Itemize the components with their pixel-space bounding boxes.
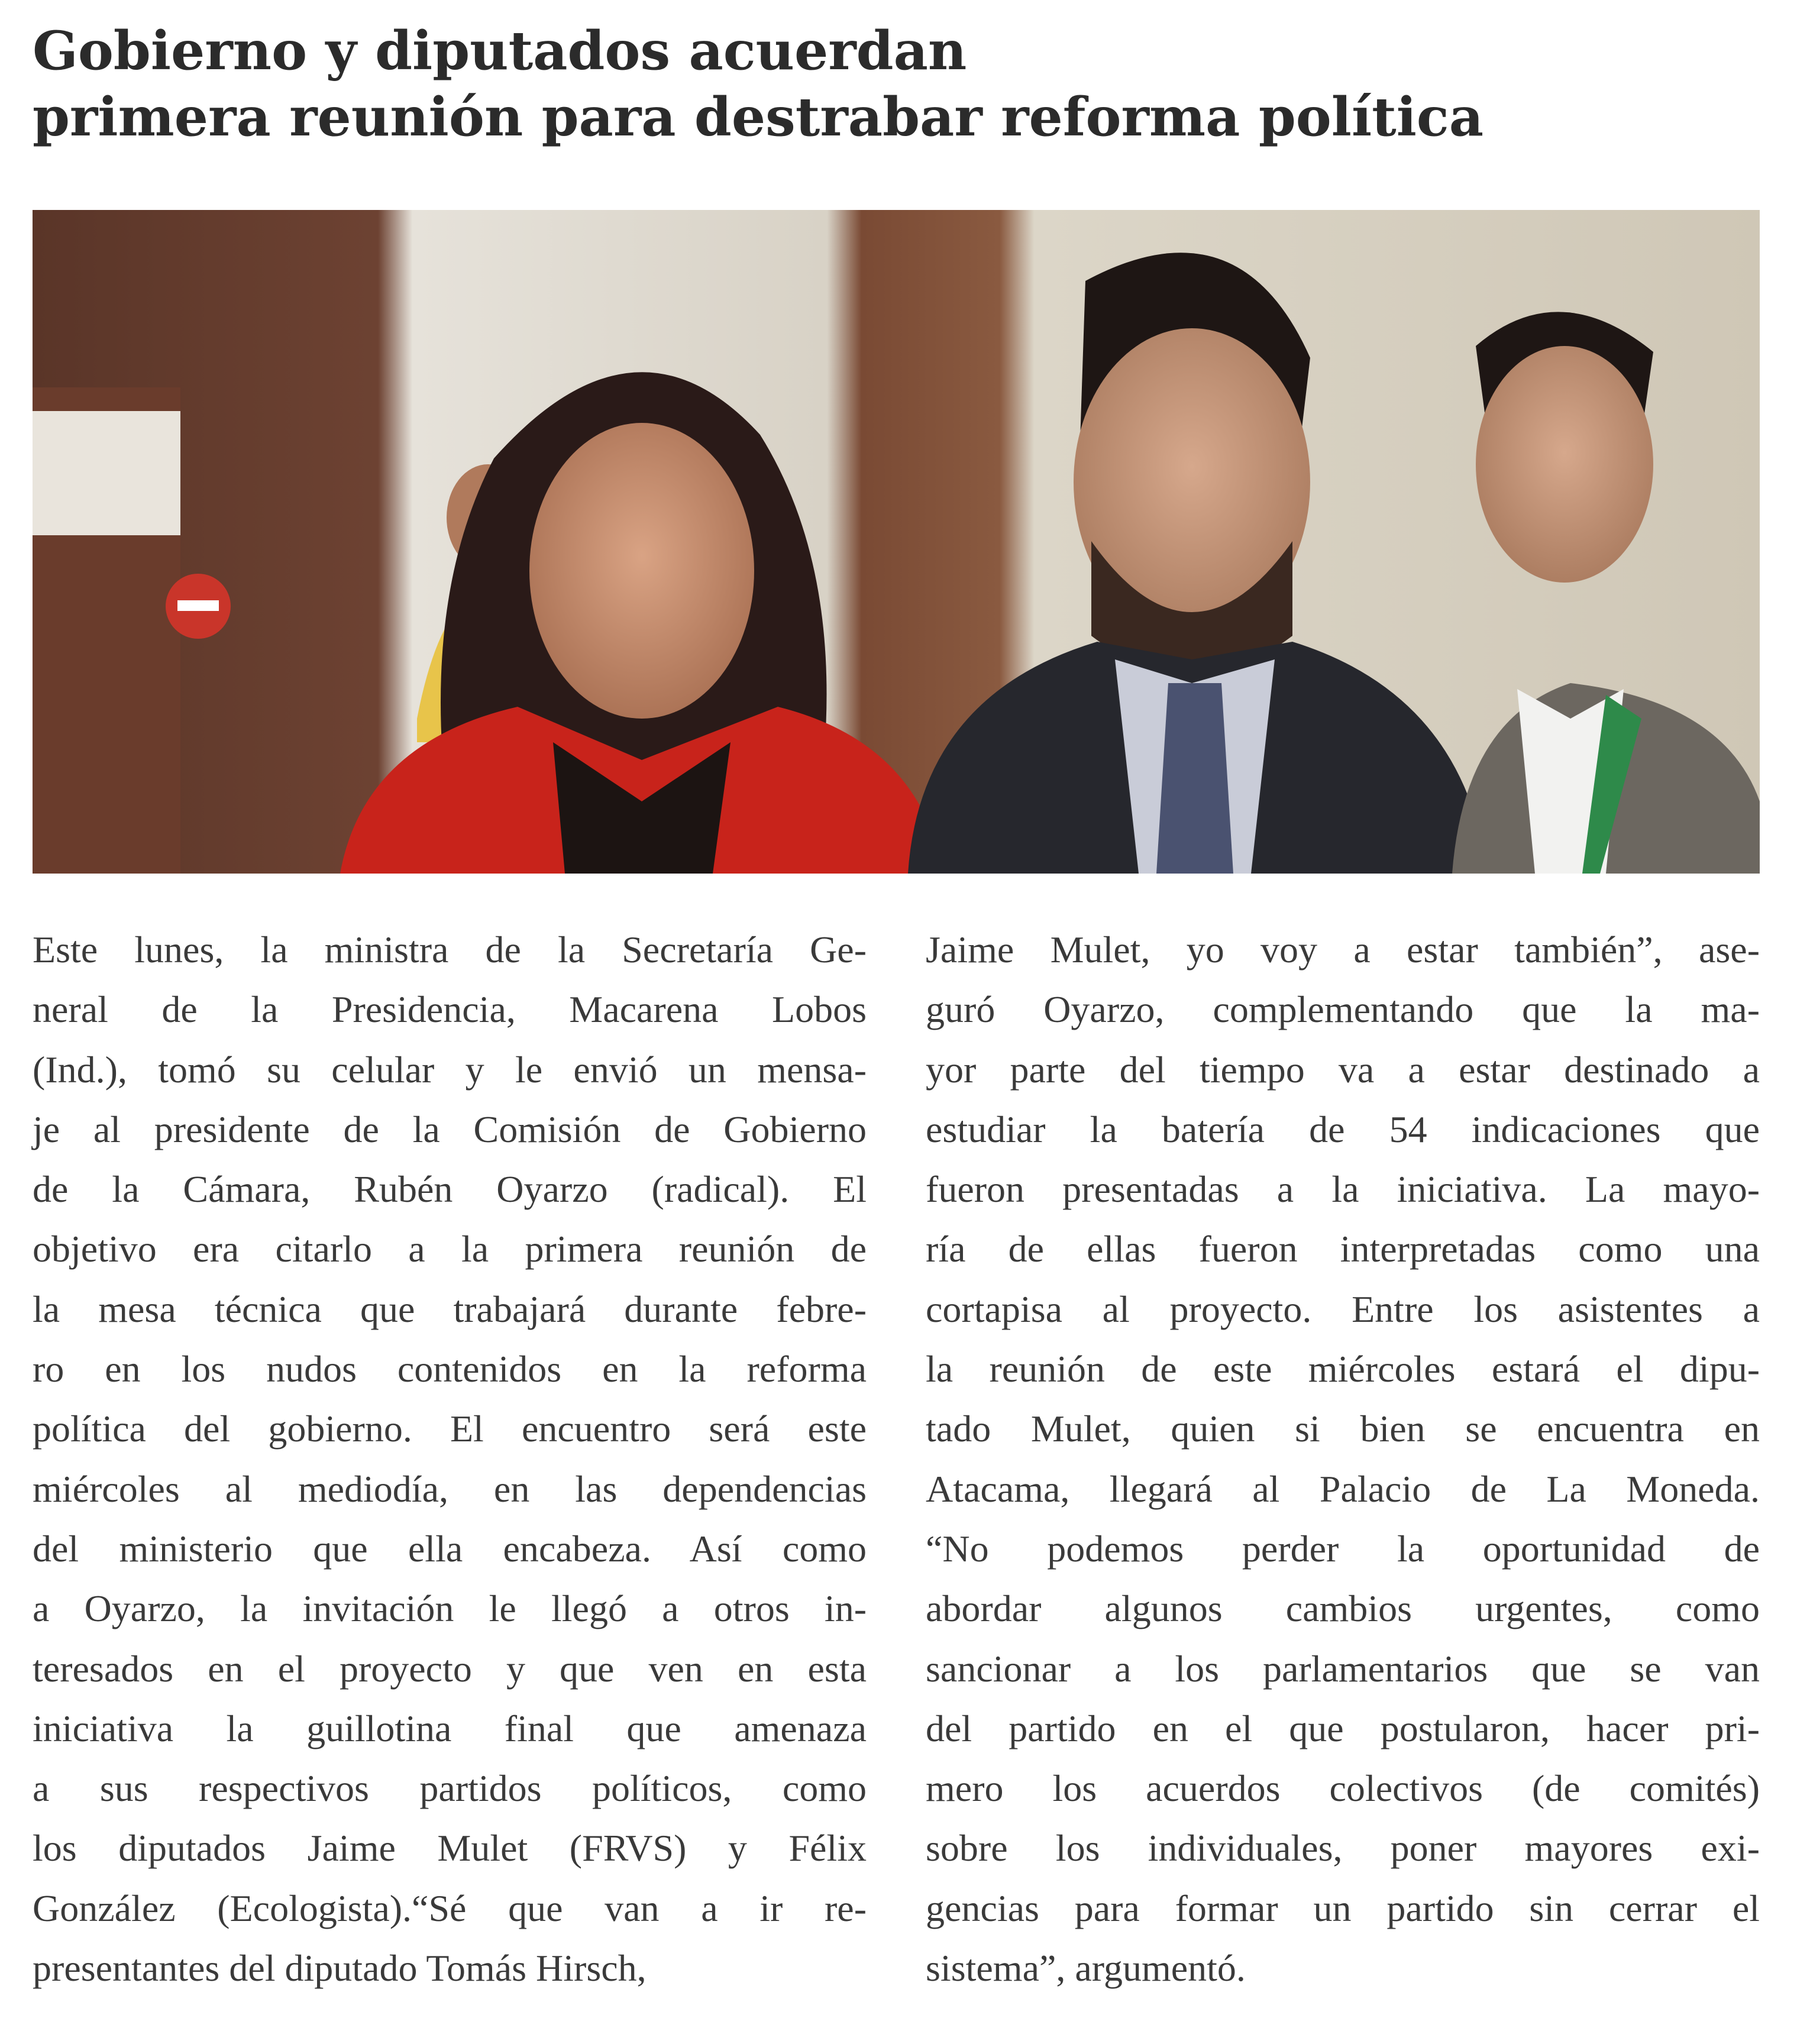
headline-line-2: primera reunión para destrabar reforma política <box>33 86 1484 148</box>
text-line: fueron presentadas a la iniciativa. La mayo- <box>926 1168 1760 1211</box>
text-line: guró Oyarzo, complementando que la ma- <box>926 988 1760 1031</box>
text-line: González (Ecologista).“Sé que van a ir re- <box>33 1887 867 1929</box>
body-column-left <box>33 920 867 1998</box>
text-line: del partido en el que postularon, hacer pri- <box>926 1707 1760 1749</box>
text-line: Atacama, llegará al Palacio de La Moneda. <box>926 1467 1760 1510</box>
text-line: teresados en el proyecto y que ven en esta <box>33 1647 867 1690</box>
text-line: a Oyarzo, la invitación le llegó a otros in- <box>33 1587 867 1630</box>
text-line: sobre los individuales, poner mayores exi- <box>926 1827 1760 1870</box>
text-line: neral de la Presidencia, Macarena Lobos <box>33 988 867 1031</box>
text-line: los diputados Jaime Mulet (FRVS) y Félix <box>33 1827 867 1870</box>
text-line: abordar algunos cambios urgentes, como <box>926 1587 1760 1630</box>
text-line: iniciativa la guillotina final que amenaza <box>33 1707 867 1749</box>
text-line: ría de ellas fueron interpretadas como una <box>926 1228 1760 1270</box>
text-line: objetivo era citarlo a la primera reunión de <box>33 1228 867 1270</box>
woman-face <box>529 423 754 719</box>
text-line: “No podemos perder la oportunidad de <box>926 1527 1760 1570</box>
text-line: de la Cámara, Rubén Oyarzo (radical). El <box>33 1168 867 1211</box>
text-line: sistema”, argumentó. <box>926 1947 1246 1990</box>
text-line: Jaime Mulet, yo voy a estar también”, ase- <box>926 929 1760 971</box>
text-line: la mesa técnica que trabajará durante febre- <box>33 1288 867 1330</box>
headline-line-1: Gobierno y diputados acuerdan <box>33 20 967 82</box>
headline <box>33 18 1748 150</box>
text-line: estudiar la batería de 54 indicaciones que <box>926 1108 1760 1150</box>
text-line: gencias para formar un partido sin cerrar el <box>926 1887 1760 1929</box>
right-man-face <box>1476 346 1653 583</box>
text-line: mero los acuerdos colectivos (de comités) <box>926 1767 1760 1810</box>
text-line: ro en los nudos contenidos en la reforma <box>33 1348 867 1390</box>
text-line: cortapisa al proyecto. Entre los asistentes a <box>926 1288 1760 1330</box>
text-line: yor parte del tiempo va a estar destinado a <box>926 1048 1760 1091</box>
tie <box>1156 683 1233 874</box>
text-line: sancionar a los parlamentarios que se van <box>926 1647 1760 1690</box>
text-line: a sus respectivos partidos políticos, como <box>33 1767 867 1810</box>
news-photo <box>33 210 1760 874</box>
text-line: política del gobierno. El encuentro será este <box>33 1408 867 1450</box>
body-column-right <box>926 920 1760 1998</box>
text-line: del ministerio que ella encabeza. Así como <box>33 1527 867 1570</box>
text-line: tado Mulet, quien si bien se encuentra en <box>926 1408 1760 1450</box>
text-line: (Ind.), tomó su celular y le envió un mensa- <box>33 1048 867 1091</box>
text-line: la reunión de este miércoles estará el dipu- <box>926 1348 1760 1390</box>
text-line: presentantes del diputado Tomás Hirsch, <box>33 1947 647 1990</box>
text-line: miércoles al mediodía, en las dependencias <box>33 1467 867 1510</box>
text-line: Este lunes, la ministra de la Secretaría Ge- <box>33 929 867 971</box>
text-line: je al presidente de la Comisión de Gobierno <box>33 1108 867 1150</box>
door-sign <box>33 411 180 535</box>
